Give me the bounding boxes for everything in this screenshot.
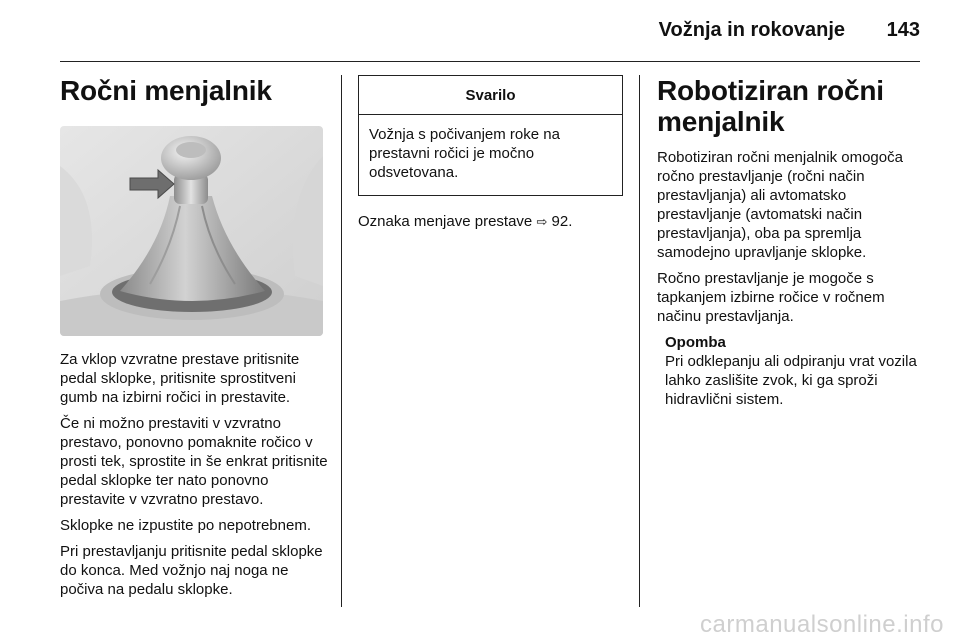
column-2 xyxy=(358,75,623,238)
column-divider-2 xyxy=(639,75,640,607)
paragraph-manual-shifting: Ročno prestavljanje je mogoče s tapkanjem izbirne ročice v ročnem načinu prestavljanja. xyxy=(657,270,885,325)
paragraph-robotized-intro: Robotiziran ročni menjalnik omogoča ročno prestavljanje (ročni način prestavljanja) ali avtomatsko prestavljanje (avtomatski način prestavljanja), oba pa spremlja samodejno upravljanje sklopke. xyxy=(657,149,903,261)
section-heading-manual-transmission: Ročni menjalnik xyxy=(60,75,272,106)
warning-box xyxy=(358,75,623,196)
column-divider-1 xyxy=(341,75,342,607)
paragraph-reverse-retry: Če ni možno prestaviti v vzvratno prestavo, ponovno pomaknite ročico v prosti tek, sprostite in še enkrat pritisnite pedal sklopke ter nato ponovno prestavite v vzvratno prestavo. xyxy=(60,415,328,508)
gear-lever-illustration xyxy=(60,126,323,336)
paragraph-reverse-gear: Za vklop vzvratne prestave pritisnite pedal sklopke, pritisnite sprostitveni gumb na izbirni ročici in prestavite. xyxy=(60,351,300,406)
page-reference-arrow-icon: ⇨ xyxy=(536,214,548,229)
note-title: Opomba xyxy=(665,334,726,351)
running-header-title: Vožnja in rokovanje xyxy=(658,19,845,41)
gear-shift-reference xyxy=(358,212,623,231)
note-block xyxy=(657,333,925,409)
header-rule xyxy=(60,61,920,62)
section-heading-robotized-transmission: Robotiziran ročni menjalnik xyxy=(657,75,884,137)
warning-title: Svarilo xyxy=(359,76,622,115)
reference-page[interactable]: 92. xyxy=(551,213,573,230)
page-number: 143 xyxy=(886,19,920,41)
warning-text: Vožnja s počivanjem roke na prestavni ročici je močno odsvetovana. xyxy=(369,126,560,181)
reference-text: Oznaka menjave prestave xyxy=(358,213,533,230)
paragraph-clutch-pedal: Pri prestavljanju pritisnite pedal sklopke do konca. Med vožnjo naj noga ne počiva na pedalu sklopke. xyxy=(60,543,323,598)
watermark-text: carmanualsonline.info xyxy=(700,611,944,638)
note-text: Pri odklepanju ali odpiranju vrat vozila lahko zaslišite zvok, ki ga sproži hidravlični sistem. xyxy=(665,353,917,408)
column-3 xyxy=(657,75,925,409)
paragraph-clutch-release: Sklopke ne izpustite po nepotrebnem. xyxy=(60,517,311,534)
column-1 xyxy=(60,75,328,606)
